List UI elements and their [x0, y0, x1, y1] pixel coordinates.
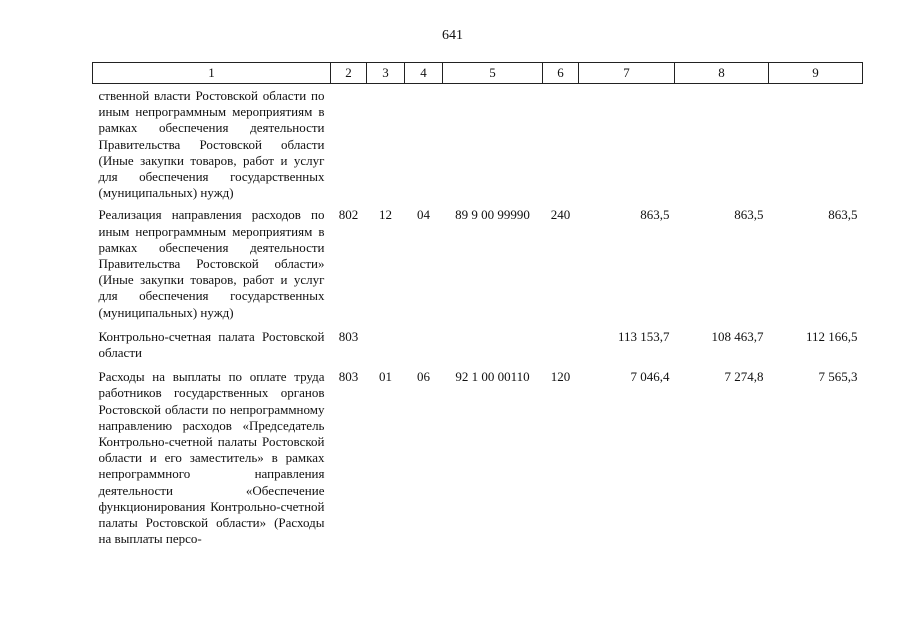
cell-csr: 89 9 00 99990 [455, 207, 530, 223]
cell-ved: 803 [338, 328, 359, 344]
cell-year-2: 863,5 [734, 207, 764, 223]
row-description: Контрольно-счетная палата Ростовской области [98, 328, 325, 361]
cell-rz [367, 325, 405, 365]
cell-csr [443, 84, 543, 206]
cell-pr: 06 [417, 369, 430, 385]
cell-vr: 240 [550, 207, 571, 223]
column-header: 2 [331, 63, 367, 84]
budget-table [92, 62, 863, 551]
column-header: 6 [543, 63, 579, 84]
row-description: ственной власти Ростовской области по иным непрограммным мероприятиям в рамках обеспечения деятельности Правительства Ростовской области (Иные закупки товаров, работ и услуг для обеспечения государственных (муниципальных) нужд) [98, 88, 325, 201]
column-header: 1 [93, 63, 331, 84]
cell-rz: 01 [379, 369, 392, 385]
cell-year-3: 7 565,3 [818, 369, 858, 385]
column-header: 5 [443, 63, 543, 84]
table-row [93, 205, 863, 324]
column-header: 3 [367, 63, 405, 84]
cell-year-2 [675, 84, 769, 206]
column-header: 8 [675, 63, 769, 84]
page-number: 641 [442, 28, 463, 43]
header-row [93, 63, 863, 84]
cell-ved: 802 [338, 207, 359, 223]
cell-csr: 92 1 00 00110 [455, 369, 530, 385]
cell-csr [443, 325, 543, 365]
row-description: Реализация направления расходов по иным непрограммным мероприятиям в рамках обеспечения деятельности Правительства Ростовской области» (Иные закупки товаров, работ и услуг для обеспечения государственных (муниципальных) нужд) [98, 207, 325, 320]
cell-pr: 04 [417, 207, 430, 223]
table-row [93, 325, 863, 365]
cell-year-3: 863,5 [828, 207, 858, 223]
column-header: 4 [405, 63, 443, 84]
cell-year-2: 7 274,8 [724, 369, 764, 385]
cell-rz: 12 [379, 207, 392, 223]
cell-vr [543, 325, 579, 365]
cell-year-3: 112 166,5 [805, 328, 858, 344]
table-row [93, 84, 863, 206]
cell-year-2: 108 463,7 [711, 328, 764, 344]
cell-year-3 [769, 84, 863, 206]
cell-vr: 120 [550, 369, 571, 385]
cell-year-1: 113 153,7 [617, 328, 670, 344]
cell-year-1 [579, 84, 675, 206]
table-row [93, 365, 863, 551]
cell-rz [367, 84, 405, 206]
cell-ved [331, 84, 367, 206]
cell-pr [405, 325, 443, 365]
row-description: Расходы на выплаты по оплате труда работников государственных органов Ростовской области по непрограммному направлению расходов «Председатель Контрольно-счетной палаты Ростовской области и его заместитель» в рамках непрограммного направления деятельности «Обеспечение функционирования Контрольно-счетной палаты Ростовской области» (Расходы на выплаты персо- [98, 369, 325, 547]
cell-vr [543, 84, 579, 206]
cell-pr [405, 84, 443, 206]
cell-year-1: 7 046,4 [630, 369, 670, 385]
cell-ved: 803 [338, 369, 359, 385]
column-header: 7 [579, 63, 675, 84]
column-header: 9 [769, 63, 863, 84]
cell-year-1: 863,5 [640, 207, 670, 223]
